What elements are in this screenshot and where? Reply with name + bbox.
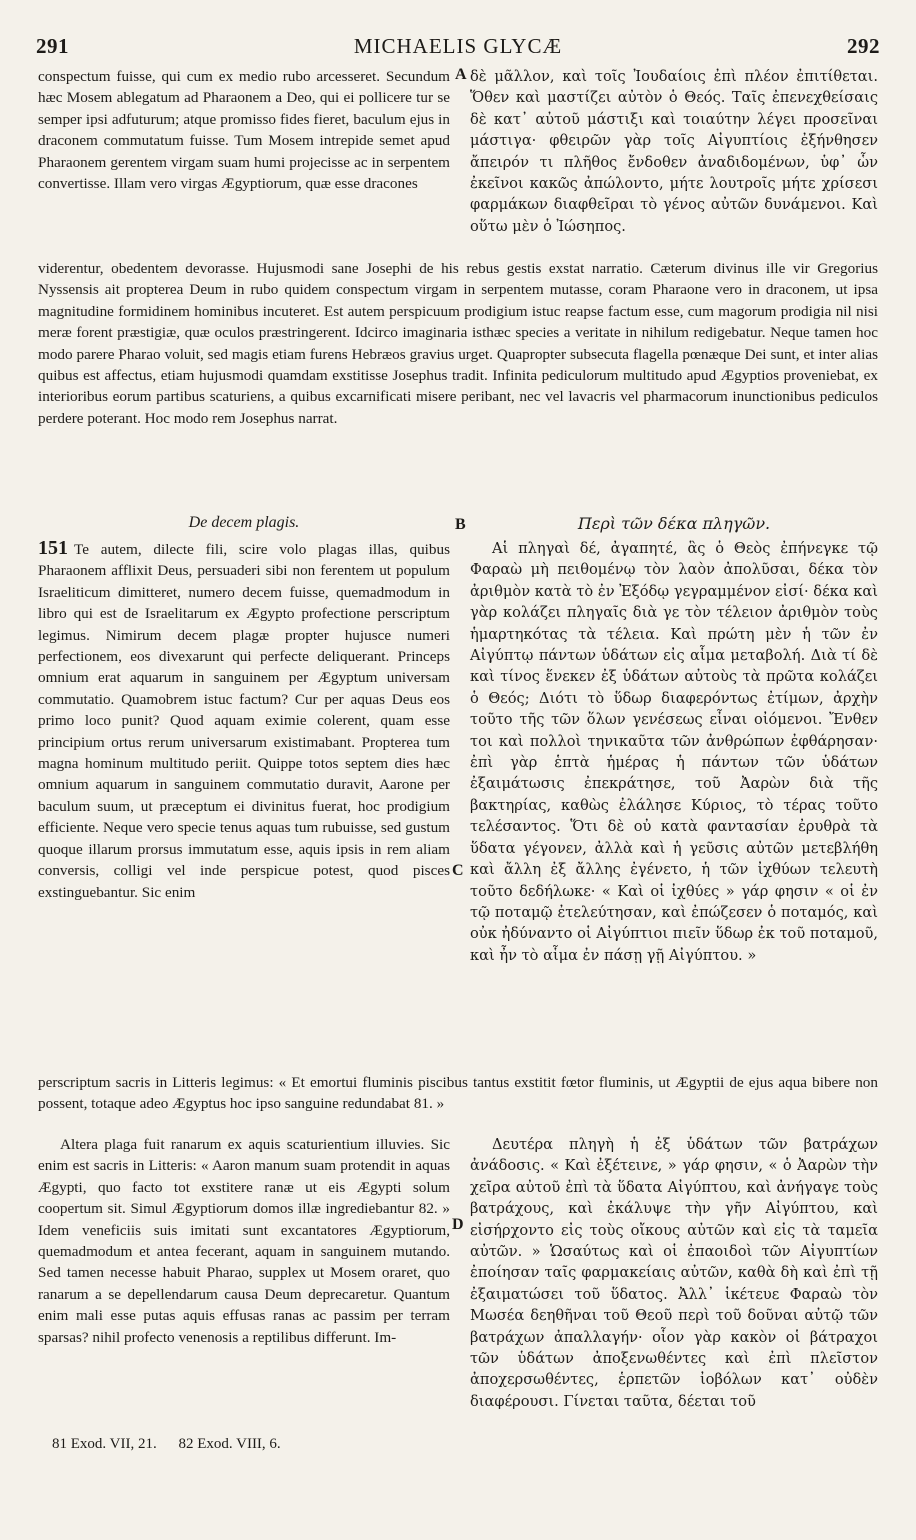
latin-fullwidth-top bbox=[38, 258, 878, 429]
latin-text-section: Te autem, dilecte fili, scire volo plagas illas, quibus Pharaonem afflixit Deus, persuaderi sibi non ferentem ut populum Israeliticum dimitteret, numero decem fuisse, quemadmodum in libro qui est de Israelitarum ex Ægypto profectione perscriptum legimus. Nimirum decem plagæ propter hujusce numeri perfectionem, eos divexarunt qui perfecte deliquerant. Princeps omnium erat aquarum in sanguinem per Ægyptum universam commutatio. Quamobrem istuc factum? Cur per aquas Deus eos primo loco punit? Quod aquam eximie colerent, quam esse principium ortus rerum universarum existimabant. Propterea tum magna hominum multitudo periit. Quippe totos septem dies hæc omnium aquarum in sanguinem commutatio duravit, Aarone per baculum suum, ut præceptum ei divinitus fuerat, hoc prodigium efficiente. Neque vero specie tenus aquas tum rubuisse, sed gustum quoque illarum prorsus immutatum esse, aquis ipsis in rem aliam conversis, colligi vel inde perspicue potest, quod pisces exstinguebantur. Sic enim bbox=[38, 541, 450, 901]
margin-marker-b: B bbox=[455, 516, 466, 533]
greek-text-second: Δευτέρα πληγὴ ἡ ἐξ ὑδάτων τῶν βατράχων ἀνάδοσις. « Καὶ ἐξέτεινε, » γάρ φησιν, « ὁ Ἀαρὼν τὴν χεῖρα αὐτοῦ ἐπὶ τὰ ὕδατα Αἰγύπτου, καὶ ἀνήγαγε τοὺς βατράχους, καὶ ἐκάλυψε τὴν γῆν Αἰγύπτου, καὶ εἰσήρχοντο εἰς τοὺς οἴκους αὐτῶν καὶ εἰς τὰ ταμεῖα αὐτῶν. » Ὡσαύτως καὶ οἱ ἐπαοιδοὶ τῶν Αἰγυπτίων ἐποίησαν ταῖς φαρμακείαις αὐτῶν, καθὰ δὴ καὶ ἐπὶ τῇ ἐξαιματώσει τοῦ ὕδατος. Ἀλλ᾽ ἱκέτευε Φαραὼ τὸν Μωσέα δεηθῆναι τοῦ Θεοῦ περὶ τοῦ δοῦναι αὐτῷ τῶν βατράχων ἀπαλλαγήν· οἷον γὰρ κακὸν οἱ βάτραχοι τῶν ὑδάτων ἀποξενωθέντες καὶ ἐπὶ πλεῖστον ἀποχερσωθέντες, ἑρπετῶν ἰοβόλων κατ᾽ οὐδὲν διαφέρουσι. Γίνεται ταῦτα, δέεται τοῦ bbox=[470, 1136, 878, 1410]
margin-marker-c: C bbox=[452, 862, 464, 879]
greek-column-top bbox=[470, 66, 878, 237]
latin-text-top: conspectum fuisse, qui cum ex medio rubo arcesseret. Secundum hæc Mosem ablegatum ad Pharaonem a Deo, qui ei pollicere tur se semper ipsi adfuturum; atque promisso fides fieret, baculum ejus in draconem commutatum fuisse. Tum Mosem intrepide semet apud Pharaonem gerentem virgam suam humi projecisse ac in serpentem convertisse. Illam vero virgas Ægyptiorum, quæ esse dracones bbox=[38, 68, 450, 193]
latin-column-top bbox=[38, 66, 450, 194]
greek-text-top: δὲ μᾶλλον, καὶ τοῖς Ἰουδαίοις ἐπὶ πλέον ἐπιτίθεται. Ὅθεν καὶ μαστίζει αὐτὸν ὁ Θεός. Ταῖς ἐπενεχθείσαις δὲ κατ᾽ αὐτοῦ μάστιξι καὶ τοιαύτην λέγει προσεῖναι μάστιγα· φθειρῶν γὰρ τοῖς Αἰγυπτίοις ἐξήνθησεν ἄπειρόν τι πλῆθος ἔνδοθεν ἀναδιδομένων, ὑφ᾽ ὧν ἐκεῖνοι κακῶς ἀπώλοντο, μήτε λουτροῖς μήτε χρίσεσι φαρμάκων διαφθεῖραι τὸ γένος αὐτῶν δυνάμενοι. Καὶ οὕτω μὲν ὁ Ἰώσηπος. bbox=[470, 68, 878, 235]
greek-column-section bbox=[470, 538, 878, 966]
page-number-right: 292 bbox=[847, 34, 880, 58]
greek-column-second bbox=[470, 1134, 878, 1412]
latin-column-section bbox=[38, 538, 450, 903]
latin-fullwidth-text-top: viderentur, obedentem devorasse. Hujusmodi sane Josephi de his rebus gestis exstat narratio. Cæterum divinus ille vir Gregorius Nyssensis ait propterea Deum in rubo quidem conspectum virgam in serpentem mutasse, coram Pharaone vero in draconem, ut ipsa magnitudine formidinem hominibus incuteret. Est autem perspicuum prodigium istuc reapse factum esse, cum magorum prodigia nil nisi meræ forent præstigiæ, quæ oculos præstringerent. Idcirco imaginaria isthæc species a veritate in nihilum redigebatur. Neque tamen hoc modo parere Pharao voluit, sed magis etiam furens Hebræos gravius urget. Quapropter subsecuta flagella pœnæque Dei sunt, et inter alias quibus est affectus, etiam hujusmodi quamdam exstitisse Josephus tradit. Infinita pediculorum multitudo apud Ægyptios proveniebat, ex interioribus eorum partibus scaturiens, a quibus excarnificati misere peribant, nec vel lavacris vel pharmacorum inunctionibus pediculos perdere poterant. Hoc modo rem Josephus narrat. bbox=[38, 260, 878, 427]
latin-column-second bbox=[38, 1134, 450, 1348]
latin-fullwidth-text-section: perscriptum sacris in Litteris legimus: « Et emortui fluminis piscibus tantus exstitit fœtor fluminis, ut Ægyptii de ejus aqua bibere non possent, totaque adeo Ægyptus hoc ipso sanguine redundabat 81. » bbox=[38, 1074, 878, 1113]
chapter-number: 151 bbox=[38, 537, 68, 559]
footnote-81: 81 Exod. VII, 21. bbox=[52, 1436, 157, 1452]
latin-text-second: Altera plaga fuit ranarum ex aquis scaturientium illuvies. Sic enim est sacris in Litteris: « Aaron manum suam protendit in aquas Ægypti, quo facto tot exstitere ranæ ut eis Ægypti solum coopertum sit. Simul Ægyptiorum domos illæ ingrediebantur 82. » Idem veneficiis suis imitati sunt excantatores Ægyptiorum, quemadmodum et antea fecerant, aquam in sanguinem mutando. Sed tamen necesse habuit Pharao, supplex ut Mosem oraret, quo ranarum a se depellendarum causa Deum deprecaretur. Quantum enim mali esse putas aquis effusas ranas ac passim per terram sparsas? nihil profecto venenosis a reptilibus differunt. Im- bbox=[38, 1136, 450, 1346]
footnote-82: 82 Exod. VIII, 6. bbox=[178, 1436, 281, 1452]
margin-marker-d: D bbox=[452, 1216, 464, 1233]
section-title-greek: Περὶ τῶν δέκα πληγῶν. bbox=[577, 514, 771, 533]
running-title: MICHAELIS GLYCÆ bbox=[353, 34, 563, 58]
page-number-left: 291 bbox=[36, 34, 69, 58]
section-title-latin: De decem plagis. bbox=[188, 514, 300, 531]
margin-marker-a: A bbox=[455, 66, 467, 83]
footnotes bbox=[52, 1436, 299, 1453]
greek-text-section: Αἱ πληγαὶ δέ, ἀγαπητέ, ἃς ὁ Θεὸς ἐπήνεγκε τῷ Φαραὼ μὴ πειθομένῳ τὸν λαὸν ἀπολῦσαι, δέκα τὸν ἀριθμὸν κατὰ τὸ ἐν Ἐξόδῳ γεγραμμένον εἰσί· δέκα καὶ γὰρ κολάζει πληγαῖς διὰ γε τὸν τέλειον ἀριθμὸν τοὺς ἡμαρτηκότας τὰ τέλεια. Καὶ πρώτη μὲν ἡ τῶν ἐν Αἰγύπτῳ πάντων ὑδάτων εἰς αἷμα μεταβολή. Διὰ τί δὲ καὶ τίνος ἕνεκεν ἐξ ὑδάτων αὐτοὺς τὰ πρῶτα κολάζει ὁ Θεός; Διότι τὸ ὕδωρ διαφερόντως ἐτίμων, ἀρχὴν τοῦτο τῆς τῶν ὅλων γενέσεως εἶναι οἰόμενοι. Ἔνθεν τοι καὶ πολλοὶ τηνικαῦτα τῶν ἀνθρώπων ἐφθάρησαν· ἐπὶ γὰρ ἑπτὰ ἡμέρας ἡ πάντων τῶν ὑδάτων ἐξαιμάτωσις ἐπεκράτησε, τοῦ Ἀαρὼν διὰ τῆς βακτηρίας, καθὼς ἐλάλησε Κύριος, τὸ τέρας τοῦτο τελέσαντος. Ὅτι δὲ οὐ κατὰ φαντασίαν ἐρυθρὰ τὰ ὕδατα γέγονεν, ἀλλὰ καὶ ἡ γεῦσις αὐτῶν μετεβλήθη καὶ ἄλλη ἐξ ἄλλης ἐγένετο, ἡ τῶν ἰχθύων τελευτὴ τοῦτο δεδήλωκε· « Καὶ οἱ ἰχθύες » γάρ φησιν « οἱ ἐν τῷ ποταμῷ ἐτελεύτησαν, καὶ ἐπώζεσεν ὁ ποταμός, καὶ οὐκ ἠδύναντο οἱ Αἰγύπτιοι πιεῖν ὕδωρ ἐκ τοῦ ποταμοῦ, καὶ ἦν τὸ αἷμα ἐν πάσῃ γῇ Αἰγύπτου. » bbox=[470, 540, 878, 964]
latin-fullwidth-section bbox=[38, 1072, 878, 1115]
